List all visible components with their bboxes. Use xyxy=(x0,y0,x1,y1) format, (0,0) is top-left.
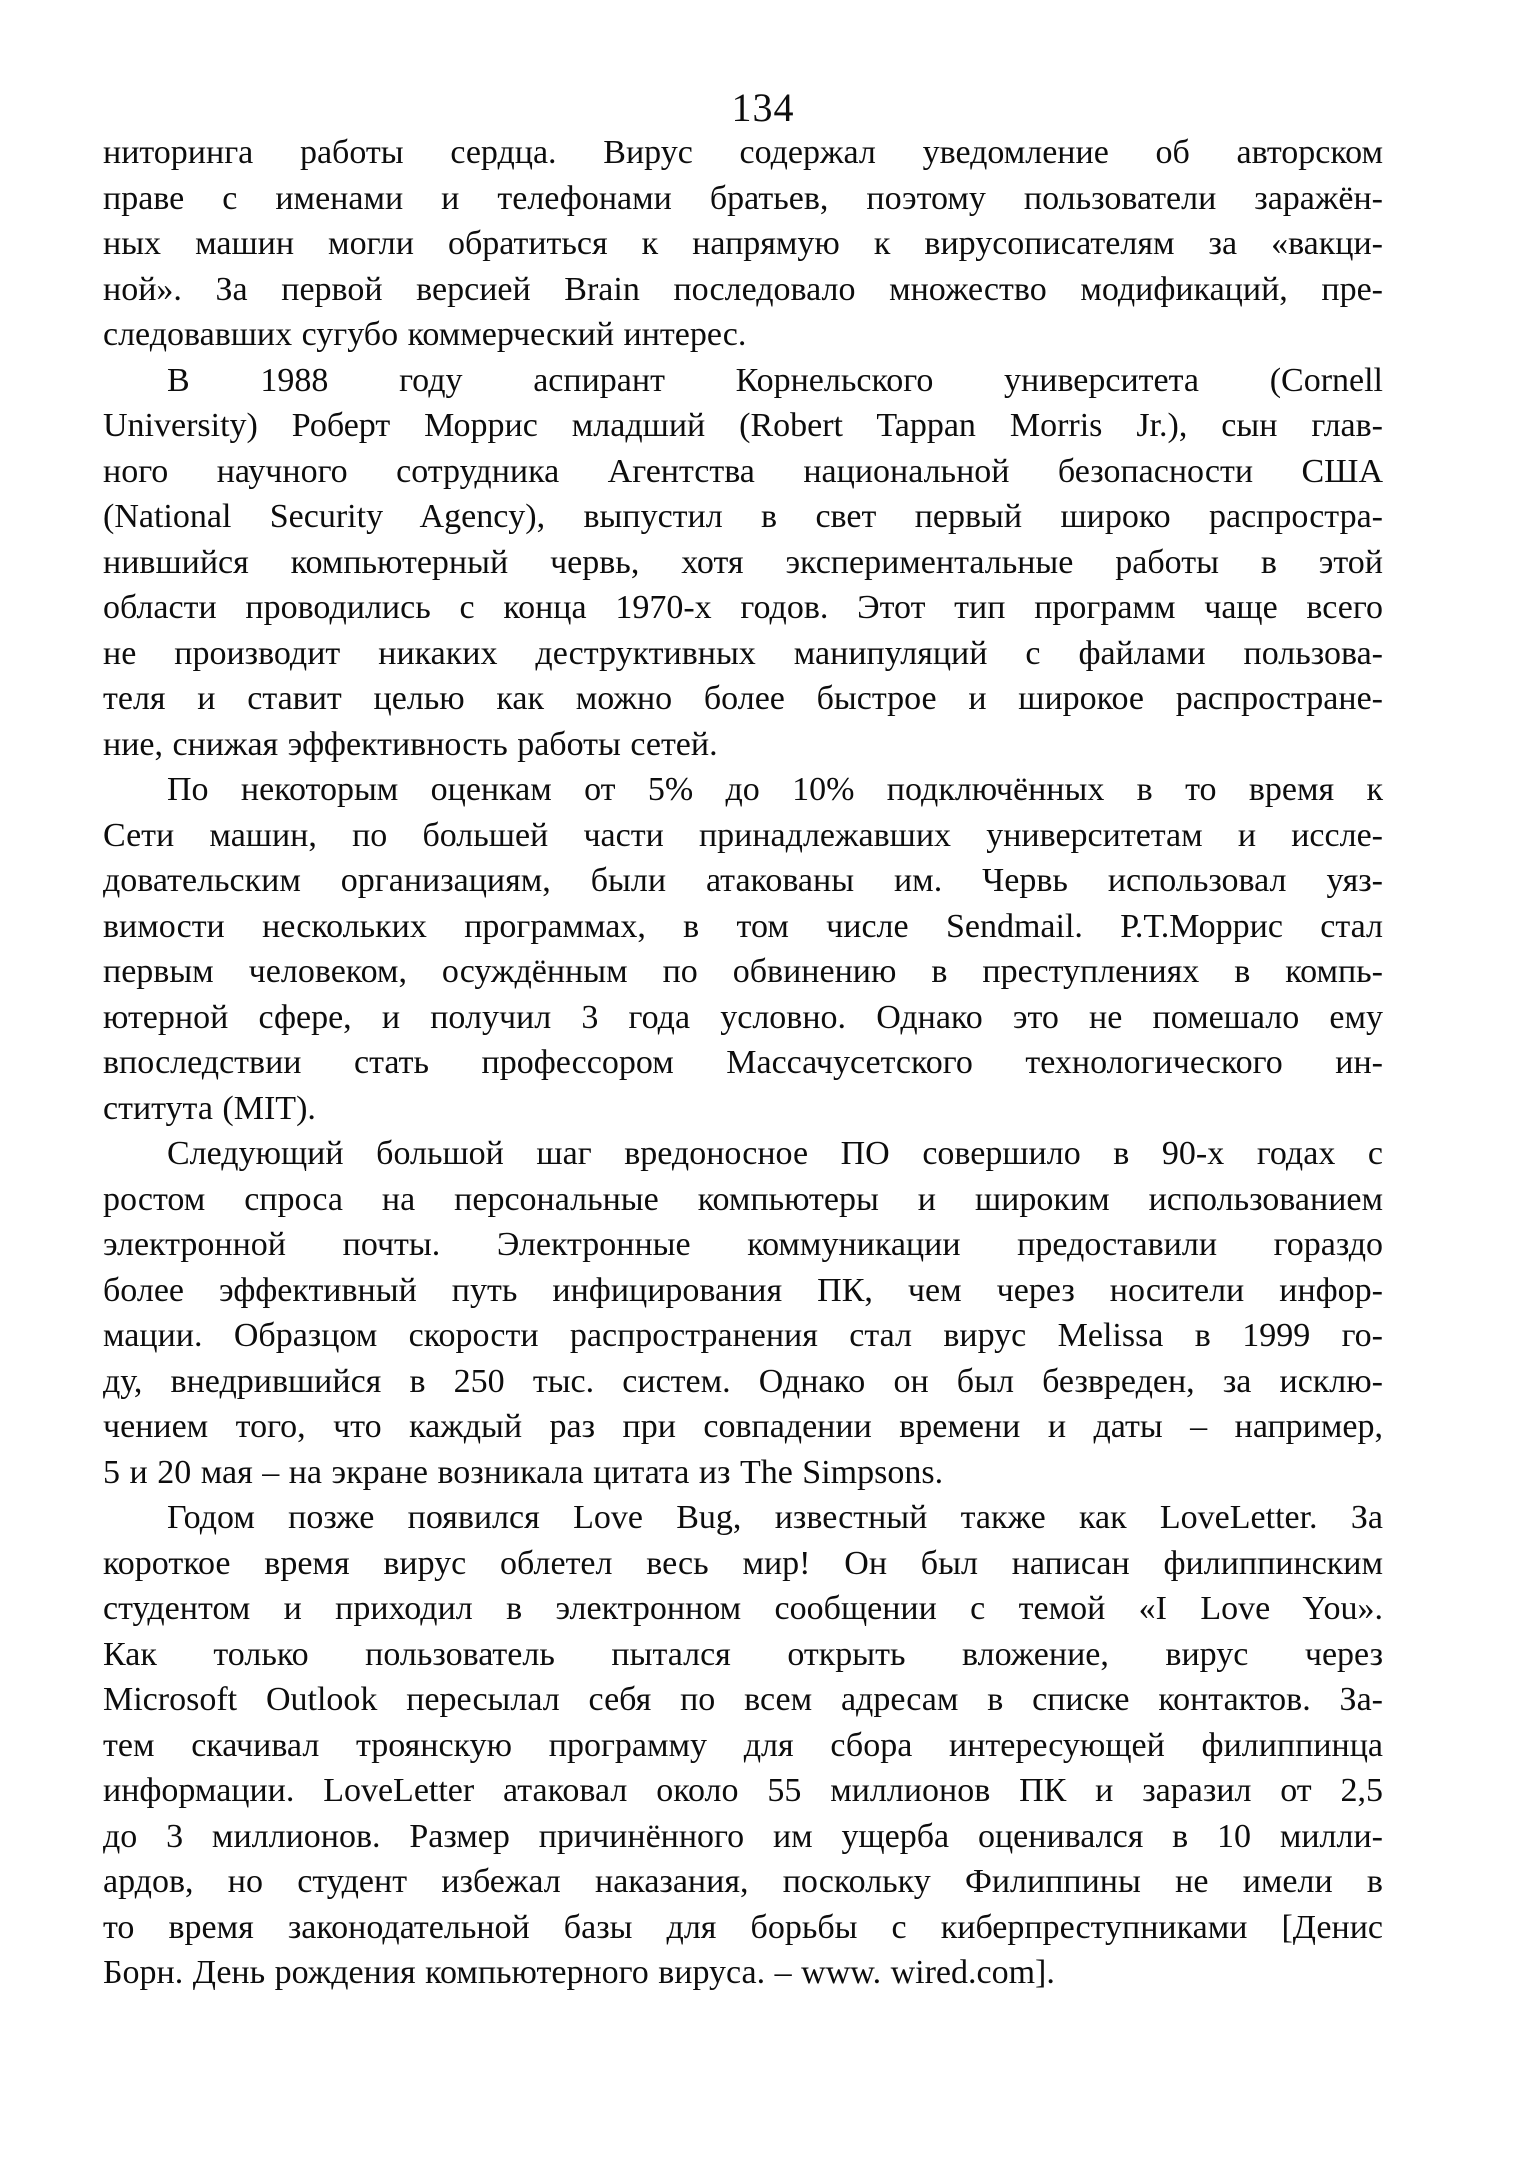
text-line: электронной почты. Электронные коммуникации предоставили гораздо xyxy=(103,1226,1383,1263)
page-number: 134 xyxy=(731,85,795,130)
text-line: теля и ставит целью как можно более быстрое и широкое распростране- xyxy=(103,680,1383,717)
text-line: ной». За первой версией Brain последовало множество модификаций, пре- xyxy=(103,270,1383,308)
text-line: студентом и приходил в электронном сообщении с темой «I Love You». xyxy=(103,1590,1383,1627)
text-line: ного научного сотрудника Агентства национальной безопасности США xyxy=(103,452,1383,490)
text-line: первым человеком, осуждённым по обвинению в преступлениях в компь- xyxy=(103,953,1383,990)
text-line: ютерной сфере, и получил 3 года условно. Однако это не помешало ему xyxy=(103,998,1383,1036)
text-line: тем скачивал троянскую программу для сбора интересующей филиппинца xyxy=(103,1726,1383,1764)
text-line: до 3 миллионов. Размер причинённого им ущерба оценивался в 10 милли- xyxy=(103,1817,1383,1855)
text-line: то время законодательной базы для борьбы с киберпреступниками [Денис xyxy=(103,1908,1383,1946)
text-line: Годом позже появился Love Bug, известный также как LoveLetter. За xyxy=(167,1499,1383,1536)
text-line: вимости нескольких программах, в том числе Sendmail. Р.Т.Моррис стал xyxy=(103,907,1383,945)
text-line: В 1988 году аспирант Корнельского университета (Cornell xyxy=(167,361,1383,399)
text-line: Как только пользователь пытался открыть вложение, вирус через xyxy=(103,1635,1383,1673)
text-line: следовавших сугубо коммерческий интерес. xyxy=(103,316,747,353)
text-line: впоследствии стать профессором Массачусетского технологического ин- xyxy=(103,1044,1383,1081)
text-line: довательским организациям, были атакованы им. Червь использовал уяз- xyxy=(103,862,1383,899)
text-line: Борн. День рождения компьютерного вируса. – www. wired.com]. xyxy=(103,1954,1055,1991)
text-line: ститута (MIT). xyxy=(103,1089,316,1127)
text-line: чением того, что каждый раз при совпадении времени и даты – например, xyxy=(103,1408,1383,1445)
text-line: Microsoft Outlook пересылал себя по всем адресам в списке контактов. За- xyxy=(103,1681,1383,1718)
text-line: ние, снижая эффективность работы сетей. xyxy=(103,725,718,763)
text-line: короткое время вирус облетел весь мир! Он был написан филиппинским xyxy=(103,1544,1383,1582)
text-line: ду, внедрившийся в 250 тыс. систем. Однако он был безвреден, за исклю- xyxy=(103,1362,1383,1400)
text-line: ростом спроса на персональные компьютеры и широким использованием xyxy=(103,1180,1383,1218)
text-line: Сети машин, по большей части принадлежавших университетам и иссле- xyxy=(103,816,1383,854)
text-line: праве с именами и телефонами братьев, поэтому пользователи заражён- xyxy=(103,179,1383,217)
text-line: Следующий большой шаг вредоносное ПО совершило в 90-х годах с xyxy=(167,1135,1383,1172)
text-line: ниторинга работы сердца. Вирус содержал уведомление об авторском xyxy=(103,134,1383,171)
body-text xyxy=(103,130,1383,1996)
text-line: (National Security Agency), выпустил в свет первый широко распростра- xyxy=(103,498,1383,535)
text-line: области проводились с конца 1970-х годов. Этот тип программ чаще всего xyxy=(103,589,1383,626)
text-line: University) Роберт Моррис младший (Robert Tappan Morris Jr.), сын глав- xyxy=(103,407,1383,444)
text-line: информации. LoveLetter атаковал около 55 миллионов ПК и заразил от 2,5 xyxy=(103,1772,1383,1809)
text-line: нившийся компьютерный червь, хотя экспериментальные работы в этой xyxy=(103,543,1383,581)
text-line: По некоторым оценкам от 5% до 10% подключённых в то время к xyxy=(167,771,1383,808)
text-line: мации. Образцом скорости распространения стал вирус Melissa в 1999 го- xyxy=(103,1317,1383,1354)
text-line: ных машин могли обратиться к напрямую к вирусописателям за «вакци- xyxy=(103,225,1383,262)
text-line: 5 и 20 мая – на экране возникала цитата из The Simpsons. xyxy=(103,1453,944,1491)
text-line: ардов, но студент избежал наказания, поскольку Филиппины не имели в xyxy=(103,1863,1383,1900)
text-line: более эффективный путь инфицирования ПК, чем через носители инфор- xyxy=(103,1271,1383,1309)
text-line: не производит никаких деструктивных манипуляций с файлами пользова- xyxy=(103,634,1383,672)
